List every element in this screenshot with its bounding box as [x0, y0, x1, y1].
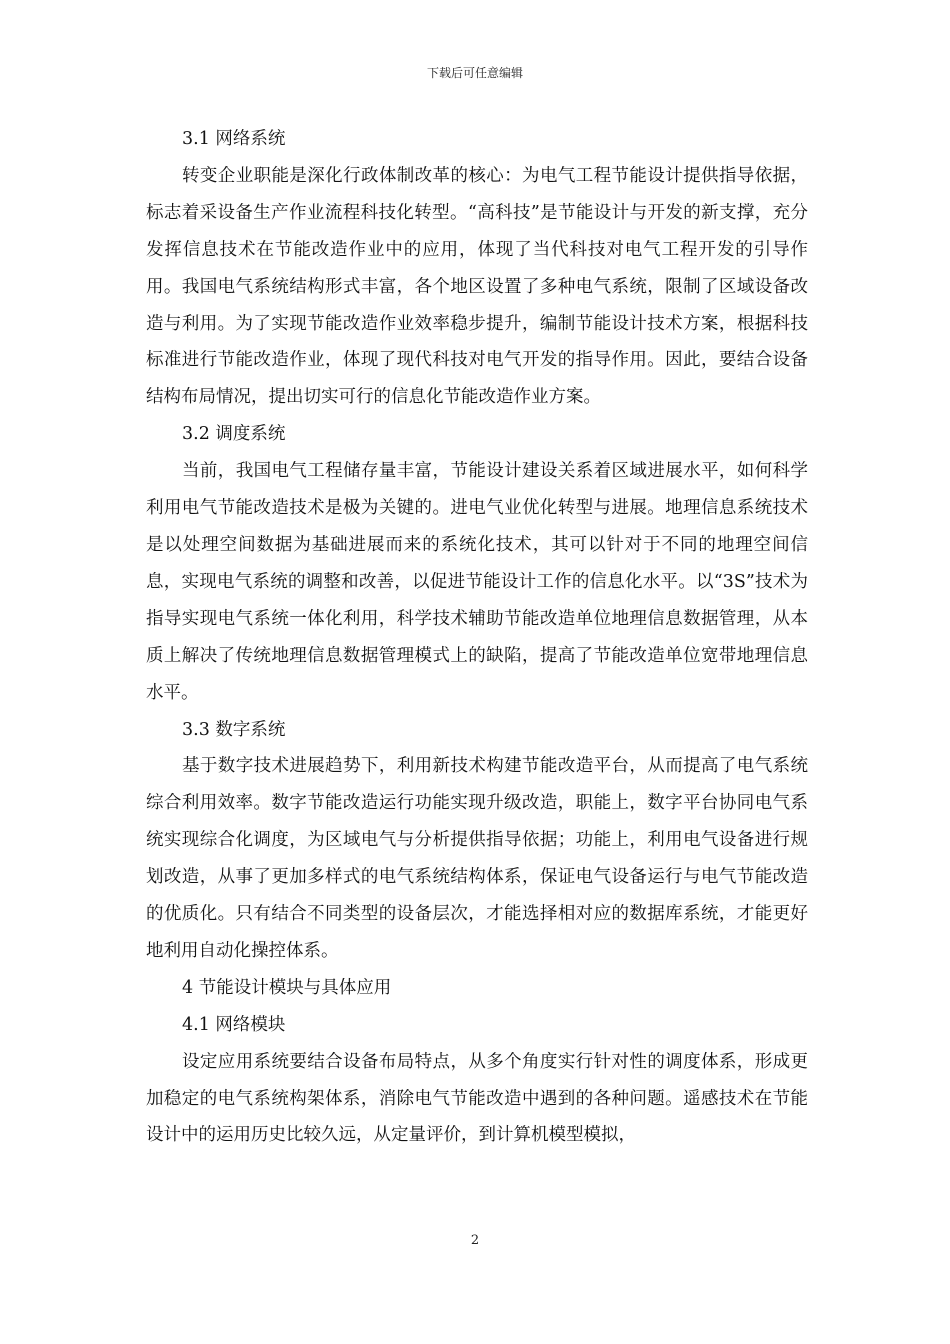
- section-heading-4: 4 节能设计模块与具体应用: [182, 977, 392, 998]
- section-heading-3-2: 3.2 调度系统: [182, 424, 286, 445]
- paragraph: 转变企业职能是深化行政体制改革的核心：为电气工程节能设计提供指导依据，标志着采设备生产作业流程科技化转型。“高科技”是节能设计与开发的新支撑，充分发挥信息技术在节能改造作业中的应用，体现了当代科技对电气工程开发的引导作用。我国电气系统结构形式丰富，各个地区设置了多种电气系统，限制了区域设备改造与利用。为了实现节能改造作业效率稳步提升，编制节能设计技术方案，根据科技标准进行节能改造作业，体现了现代科技对电气开发的指导作用。因此，要结合设备结构布局情况，提出切实可行的信息化节能改造作业方案。: [146, 165, 808, 408]
- paragraph: 当前，我国电气工程储存量丰富，节能设计建设关系着区域进展水平，如何科学利用电气节能改造技术是极为关键的。进电气业优化转型与进展。地理信息系统技术是以处理空间数据为基础进展而来的系统化技术，其可以针对于不同的地理空间信息，实现电气系统的调整和改善，以促进节能设计工作的信息化水平。以“3S”技术为指导实现电气系统一体化利用，科学技术辅助节能改造单位地理信息数据管理，从本质上解决了传统地理信息数据管理模式上的缺陷，提高了节能改造单位宽带地理信息水平。: [146, 461, 808, 703]
- document-body: [146, 121, 808, 1154]
- section-heading-4-1: 4.1 网络模块: [182, 1014, 286, 1035]
- paragraph: 设定应用系统要结合设备布局特点，从多个角度实行针对性的调度体系，形成更加稳定的电气系统构架体系，消除电气节能改造中遇到的各种问题。遥感技术在节能设计中的运用历史比较久远，从定量评价，到计算机模型模拟，: [146, 1051, 808, 1146]
- page-number: 2: [470, 1233, 480, 1248]
- section-heading-3-1: 3.1 网络系统: [182, 129, 286, 149]
- page-header: 下载后可任意编辑: [426, 66, 523, 80]
- paragraph: 基于数字技术进展趋势下，利用新技术构建节能改造平台，从而提高了电气系统综合利用效率。数字节能改造运行功能实现升级改造，职能上，数字平台协同电气系统实现综合化调度，为区域电气与分析提供指导依据；功能上，利用电气设备进行规划改造，从事了更加多样式的电气系统结构体系，保证电气设备运行与电气节能改造的优质化。只有结合不同类型的设备层次，才能选择相对应的数据库系统，才能更好地利用自动化操控体系。: [146, 756, 808, 961]
- section-heading-3-3: 3.3 数字系统: [182, 719, 286, 740]
